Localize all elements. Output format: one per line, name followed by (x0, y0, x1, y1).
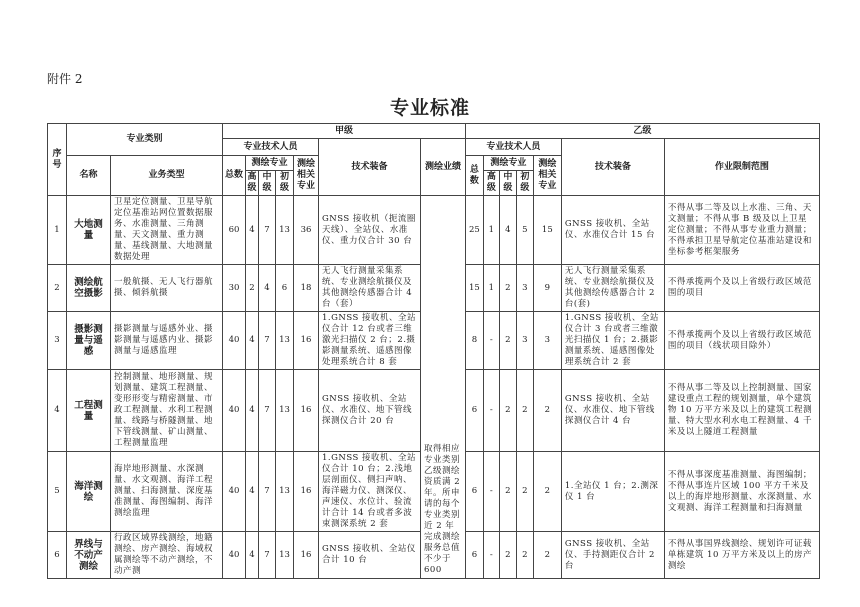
a-senior: 4 (246, 196, 259, 265)
row-business: 行政区域界线测绘，地籍测绘、房产测绘、海域权属测绘等不动产测绘，不动产测 (111, 532, 223, 579)
a-total: 40 (223, 312, 246, 370)
row-seq: 2 (48, 265, 67, 312)
header-seq: 序号 (48, 124, 67, 196)
b-senior: - (483, 370, 499, 452)
a-senior: 4 (246, 312, 259, 370)
a-senior: 4 (246, 370, 259, 452)
b-junior: 3 (516, 265, 533, 312)
a-middle: 7 (259, 370, 276, 452)
b-middle: 4 (499, 196, 516, 265)
b-senior: 1 (483, 196, 499, 265)
header-name: 名称 (67, 156, 111, 196)
row-business: 摄影测量与遥感外业、摄影测量与遥感内业、摄影测量与遥感监理 (111, 312, 223, 370)
row-name: 大地测量 (67, 196, 111, 265)
b-middle: 2 (499, 370, 516, 452)
a-equipment: 1.GNSS 接收机、全站仪合计 10 台；2.浅地层剖面仪、侧扫声呐、海洋磁力仪、测深仪、声速仪、水位计、验流计合计 14 台或者多波束测深系统 2 套 (319, 452, 421, 532)
b-equipment: GNSS 接收机、全站仪、水准仪合计 15 台 (561, 196, 664, 265)
a-total: 30 (223, 265, 246, 312)
row-seq: 1 (48, 196, 67, 265)
performance-requirement: 取得相应专业类别乙级测绘资质满 2 年。所申请的每个专业类别近 2 年完成测绘服务总值不少于 600 (421, 196, 466, 579)
b-equipment: 1.全站仪 1 台；2.测深仪 1 台 (561, 452, 664, 532)
b-related: 15 (533, 196, 561, 265)
a-equipment: 1.GNSS 接收机、全站仪合计 12 台或者三维激光扫描仪 2 台；2.摄影测量系统、遥感图像处理系统合计 8 套 (319, 312, 421, 370)
a-senior: 4 (246, 452, 259, 532)
b-scope-limit: 不得承揽两个及以上省级行政区域范围的项目（线状项目除外） (664, 312, 819, 370)
a-related: 16 (294, 312, 319, 370)
row-business: 一般航摄、无人飞行器航摄、倾斜航摄 (111, 265, 223, 312)
header-grade-b: 乙级 (466, 124, 820, 139)
header-a-junior: 初级 (276, 171, 294, 196)
b-junior: 5 (516, 196, 533, 265)
a-related: 36 (294, 196, 319, 265)
a-junior: 13 (276, 312, 294, 370)
header-b-junior: 初级 (516, 171, 533, 196)
b-related: 3 (533, 312, 561, 370)
a-total: 60 (223, 196, 246, 265)
a-equipment: GNSS 接收机、全站仪合计 10 台 (319, 532, 421, 579)
a-junior: 13 (276, 532, 294, 579)
b-equipment: 1.GNSS 接收机、全站仪合计 3 台或者三维激光扫描仪 1 台；2.摄影测量系统、遥感图像处理系统合计 2 套 (561, 312, 664, 370)
header-b-equipment: 技术装备 (561, 139, 664, 196)
b-equipment: GNSS 接收机、全站仪、手持测距仪合计 2 台 (561, 532, 664, 579)
b-related: 2 (533, 452, 561, 532)
b-middle: 2 (499, 312, 516, 370)
b-total: 25 (466, 196, 484, 265)
row-name: 海洋测绘 (67, 452, 111, 532)
b-total: 6 (466, 452, 484, 532)
b-scope-limit: 不得从事国界线测绘、规划许可证载单栋建筑 10 万平方米及以上的房产测绘 (664, 532, 819, 579)
a-total: 40 (223, 452, 246, 532)
row-business: 控制测量、地形测量、规划测量、建筑工程测量、变形形变与精密测量、市政工程测量、水利工程测量、线路与桥隧测量、地下管线测量、矿山测量、工程测量监理 (111, 370, 223, 452)
a-equipment: GNSS 接收机、全站仪、水准仪、地下管线探测仪合计 20 台 (319, 370, 421, 452)
header-b-senior: 高级 (483, 171, 499, 196)
header-performance: 测绘业绩 (421, 139, 466, 196)
b-total: 6 (466, 370, 484, 452)
header-a-total: 总数 (223, 156, 246, 196)
a-junior: 6 (276, 265, 294, 312)
a-senior: 2 (246, 265, 259, 312)
header-b-staff: 专业技术人员 (466, 139, 562, 156)
a-equipment: 无人飞行测量采集系统、专业测绘航摄仪及其他测绘传感器合计 4 台（套） (319, 265, 421, 312)
a-middle: 7 (259, 532, 276, 579)
a-senior: 4 (246, 532, 259, 579)
row-name: 工程测量 (67, 370, 111, 452)
header-b-total: 总数 (466, 156, 484, 196)
standards-table (47, 123, 820, 579)
page-title: 专业标准 (389, 97, 470, 119)
b-senior: - (483, 532, 499, 579)
header-b-middle: 中级 (499, 171, 516, 196)
header-a-related: 测绘相关专业 (294, 156, 319, 196)
header-grade-a: 甲级 (223, 124, 466, 139)
a-related: 18 (294, 265, 319, 312)
a-junior: 13 (276, 452, 294, 532)
a-equipment: GNSS 接收机（扼流圈天线）、全站仪、水准仪、重力仪合计 30 台 (319, 196, 421, 265)
b-junior: 2 (516, 532, 533, 579)
header-a-equipment: 技术装备 (319, 139, 421, 196)
header-a-staff: 专业技术人员 (223, 139, 319, 156)
b-senior: - (483, 312, 499, 370)
a-middle: 4 (259, 265, 276, 312)
a-total: 40 (223, 370, 246, 452)
row-seq: 4 (48, 370, 67, 452)
row-business: 海岸地形测量、水深测量、水文观测、海洋工程测量、扫海测量、深度基准测量、海图编制、海洋测绘监理 (111, 452, 223, 532)
a-junior: 13 (276, 370, 294, 452)
a-middle: 7 (259, 312, 276, 370)
header-business: 业务类型 (111, 156, 223, 196)
a-middle: 7 (259, 452, 276, 532)
b-equipment: 无人飞行测量采集系统、专业测绘航摄仪及其他测绘传感器合计 2 台(套) (561, 265, 664, 312)
table-row (48, 196, 820, 265)
row-name: 测绘航空摄影 (67, 265, 111, 312)
b-total: 6 (466, 532, 484, 579)
attachment-label: 附件 2 (47, 72, 83, 86)
b-total: 8 (466, 312, 484, 370)
row-name: 界线与不动产测绘 (67, 532, 111, 579)
header-b-major: 测绘专业 (483, 156, 533, 171)
a-related: 16 (294, 532, 319, 579)
a-total: 40 (223, 532, 246, 579)
b-junior: 2 (516, 452, 533, 532)
a-junior: 13 (276, 196, 294, 265)
header-scope-limit: 作业限制范围 (664, 139, 819, 196)
b-scope-limit: 不得从事二等及以上水准、三角、天文测量；不得从事 B 级及以上卫星定位测量；不得从事专业重力测量；不得承担卫星导航定位基准站建设和坐标参考框架服务 (664, 196, 819, 265)
header-category: 专业类别 (67, 124, 223, 156)
b-scope-limit: 不得从事二等及以上控制测量、国家建设重点工程的规划测量，单个建筑物 10 万平方米及以上的建筑工程测量、特大型水利水电工程测量、4 千米及以上隧道工程测量 (664, 370, 819, 452)
b-related: 9 (533, 265, 561, 312)
header-b-related: 测绘相关专业 (533, 156, 561, 196)
header-a-middle: 中级 (259, 171, 276, 196)
row-seq: 6 (48, 532, 67, 579)
a-related: 16 (294, 452, 319, 532)
header-a-major: 测绘专业 (246, 156, 294, 171)
a-related: 16 (294, 370, 319, 452)
b-middle: 2 (499, 532, 516, 579)
b-senior: - (483, 452, 499, 532)
b-related: 2 (533, 532, 561, 579)
row-business: 卫星定位测量、卫星导航定位基准站网位置数据服务、水准测量、三角测量、天文测量、重力测量、基线测量、大地测量数据处理 (111, 196, 223, 265)
b-middle: 2 (499, 265, 516, 312)
a-middle: 7 (259, 196, 276, 265)
b-senior: 1 (483, 265, 499, 312)
b-middle: 2 (499, 452, 516, 532)
b-junior: 2 (516, 370, 533, 452)
b-scope-limit: 不得从事深度基准测量、海图编制；不得从事连片区域 100 平方千米及以上的海岸地形测量、水深测量、水文观测、海洋工程测量和扫海测量 (664, 452, 819, 532)
row-seq: 3 (48, 312, 67, 370)
b-equipment: GNSS 接收机、全站仪、水准仪、地下管线探测仪合计 4 台 (561, 370, 664, 452)
b-total: 15 (466, 265, 484, 312)
b-scope-limit: 不得承揽两个及以上省级行政区域范围的项目 (664, 265, 819, 312)
row-seq: 5 (48, 452, 67, 532)
b-junior: 3 (516, 312, 533, 370)
b-related: 2 (533, 370, 561, 452)
header-a-senior: 高级 (246, 171, 259, 196)
row-name: 摄影测量与遥感 (67, 312, 111, 370)
